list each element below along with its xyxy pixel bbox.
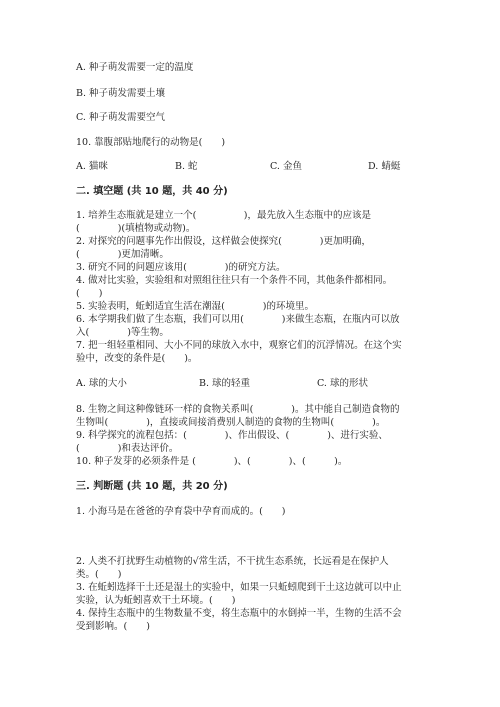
fill-line: 5. 实验表明，蚯蚓适宜生活在潮湿( )的环境里。 [76, 301, 314, 312]
fill-line: 6. 本学期我们做了生态瓶，我们可以用( )来做生态瓶，在瓶内可以放 [76, 314, 400, 325]
q7-option-c: C. 球的形状 [317, 378, 368, 389]
fill-line: ( )(填植物或动物)。 [76, 223, 196, 234]
q10-option-a: A. 猫咪 [76, 161, 108, 172]
fill-line: ( ) [76, 288, 103, 299]
judge-line: 2. 人类不打扰野生动植物的√常生活，不干扰生态系统，长远看是在保护人 [76, 556, 389, 567]
fill-line: 8. 生物之间这种像链环一样的食物关系叫( )。其中能自己制造食物的 [76, 404, 400, 415]
fill-line: 入( )等生物。 [76, 327, 169, 338]
fill-line: 9. 科学探究的流程包括：( )、作出假设、( )、进行实验、 [76, 430, 388, 441]
q7-option-b: B. 球的轻重 [199, 378, 251, 389]
section-heading-fill: 二. 填空题 (共 10 题，共 40 分) [76, 186, 228, 197]
fill-line: 1. 培养生态瓶就是建立一个( )，最先放入生态瓶中的应该是 [76, 210, 371, 221]
fill-line: 7. 把一组轻重相同、大小不同的球放入水中，观察它们的沉浮情况。在这个实 [76, 340, 402, 351]
q9-option-a: A. 种子萌发需要一定的温度 [76, 62, 194, 73]
judge-q1: 1. 小海马是在爸爸的孕育袋中孕育而成的。( ) [76, 506, 286, 517]
q10-option-c: C. 金鱼 [270, 161, 302, 172]
section-heading-judge: 三. 判断题 (共 10 题，共 20 分) [76, 481, 228, 492]
fill-line: 验中，改变的条件是( )。 [76, 353, 198, 364]
q7-option-a: A. 球的大小 [76, 378, 127, 389]
judge-line: 受到影响。( ) [76, 621, 150, 632]
q10-stem: 10. 靠腹部贴地爬行的动物是( ) [76, 137, 226, 148]
judge-line: 4. 保持生态瓶中的生物数量不变，将生态瓶中的水倒掉一半，生物的生活不会 [76, 608, 402, 619]
fill-line: 2. 对探究的问题事先作出假设，这样做会使探究( )更加明确， [76, 236, 371, 247]
fill-line: 生物叫( )，直接或间接消费别人制造的食物的生物叫( )。 [76, 417, 386, 428]
judge-line: 类。( ) [76, 569, 122, 580]
q10-option-b: B. 蛇 [175, 161, 198, 172]
q9-option-b: B. 种子萌发需要土壤 [76, 88, 166, 99]
fill-line: 10. 种子发芽的必须条件是 ( )、( )、( )。 [76, 456, 348, 467]
fill-line: ( )更加清晰。 [76, 249, 169, 260]
q9-option-c: C. 种子萌发需要空气 [76, 112, 165, 123]
judge-line: 实验，认为蚯蚓喜欢干土环境。( ) [76, 595, 236, 606]
fill-line: 4. 做对比实验，实验组和对照组往往只有一个条件不同，其他条件都相同。 [76, 275, 393, 286]
q10-option-d: D. 蜻蜓 [368, 161, 401, 172]
judge-line: 3. 在蚯蚓选择干土还是湿土的实验中，如果一只蚯蚓爬到干土这边就可以中止 [76, 582, 402, 593]
fill-line: ( )和表达评价。 [76, 443, 179, 454]
fill-line: 3. 研究不同的问题应该用( )的研究方法。 [76, 262, 286, 273]
